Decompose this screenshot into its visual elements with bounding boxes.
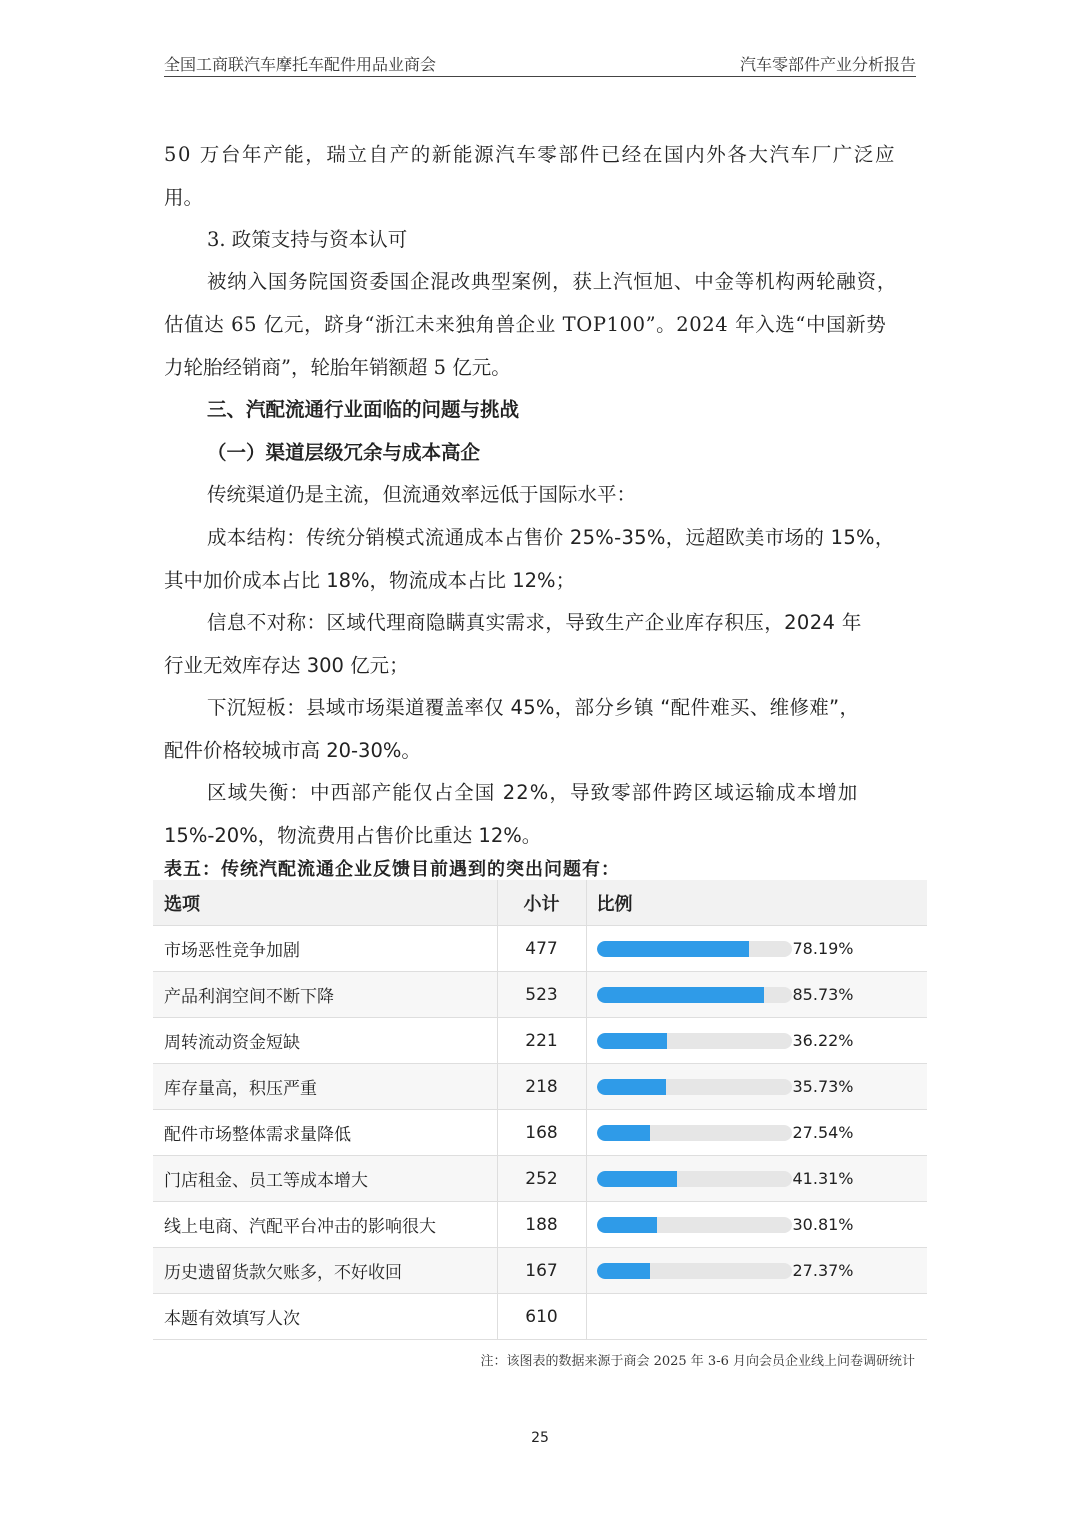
row-ratio — [586, 1156, 927, 1202]
row-option: 线上电商、汽配平台冲击的影响很大 — [153, 1202, 497, 1248]
row-option: 库存量高，积压严重 — [153, 1064, 497, 1110]
row-option: 门店租金、员工等成本增大 — [153, 1156, 497, 1202]
table-row — [153, 1018, 927, 1064]
paragraph-line: 传统渠道仍是主流，但流通效率远低于国际水平： — [207, 483, 637, 506]
issues-table — [153, 880, 927, 1340]
ratio-bar-fill — [597, 1125, 651, 1141]
ratio-bar-fill — [597, 1217, 657, 1233]
table-row — [153, 926, 927, 972]
subsection-heading: 3. 政策支持与资本认可 — [207, 228, 408, 251]
ratio-bar-track — [597, 987, 792, 1003]
table-header-row — [153, 880, 927, 926]
ratio-percent: 36.22% — [792, 1031, 854, 1050]
row-count: 218 — [497, 1064, 586, 1110]
row-count: 477 — [497, 926, 586, 972]
row-option: 历史遗留货款欠账多，不好收回 — [153, 1248, 497, 1294]
row-option: 市场恶性竞争加剧 — [153, 926, 497, 972]
table-row — [153, 972, 927, 1018]
ratio-bar-track — [597, 1033, 792, 1049]
row-count: 523 — [497, 972, 586, 1018]
ratio-bar-track — [597, 1125, 792, 1141]
row-option: 产品利润空间不断下降 — [153, 972, 497, 1018]
section-heading: 三、汽配流通行业面临的问题与挑战 — [207, 398, 520, 421]
paragraph-line: 力轮胎经销商”，轮胎年销额超 5 亿元。 — [164, 356, 511, 379]
source-note: 注：该图表的数据来源于商会 2025 年 3-6 月向会员企业线上问卷调研统计 — [480, 1354, 915, 1369]
row-count: 252 — [497, 1156, 586, 1202]
ratio-bar-track — [597, 1217, 792, 1233]
page-header-right: 汽车零部件产业分析报告 — [739, 55, 916, 74]
page-header-left: 全国工商联汽车摩托车配件用品业商会 — [164, 55, 437, 74]
table-row — [153, 1064, 927, 1110]
ratio-bar-fill — [597, 1079, 667, 1095]
ratio-bar-track — [597, 1171, 792, 1187]
header-count: 小计 — [497, 880, 586, 926]
row-ratio — [586, 1064, 927, 1110]
row-ratio — [586, 972, 927, 1018]
ratio-bar-fill — [597, 941, 749, 957]
ratio-percent: 85.73% — [792, 985, 854, 1004]
paragraph-line: 估值达 65 亿元，跻身“浙江未来独角兽企业 TOP100”。2024 年入选“中国新势 — [164, 313, 887, 336]
table-total-row — [153, 1294, 927, 1340]
paragraph-line: 配件价格较城市高 20-30%。 — [164, 739, 421, 762]
paragraph-line: 信息不对称：区域代理商隐瞒真实需求，导致生产企业库存积压，2024 年 — [207, 611, 862, 634]
row-count: 167 — [497, 1248, 586, 1294]
paragraph-line: 50 万台年产能，瑞立自产的新能源汽车零部件已经在国内外各大汽车厂广泛应 — [164, 143, 897, 166]
header-rule — [164, 76, 916, 77]
paragraph-line: 区域失衡：中西部产能仅占全国 22%，导致零部件跨区域运输成本增加 — [207, 781, 859, 804]
paragraph-line: 行业无效库存达 300 亿元； — [164, 654, 409, 677]
table-caption: 表五：传统汽配流通企业反馈目前遇到的突出问题有： — [164, 859, 620, 880]
header-option: 选项 — [153, 880, 497, 926]
ratio-percent: 41.31% — [792, 1169, 854, 1188]
row-count: 221 — [497, 1018, 586, 1064]
table-row — [153, 1202, 927, 1248]
row-ratio — [586, 1110, 927, 1156]
row-count: 188 — [497, 1202, 586, 1248]
paragraph-line: 15%-20%，物流费用占售价比重达 12%。 — [164, 824, 542, 847]
row-count: 168 — [497, 1110, 586, 1156]
ratio-bar-fill — [597, 1263, 650, 1279]
row-option: 周转流动资金短缺 — [153, 1018, 497, 1064]
ratio-percent: 27.54% — [792, 1123, 854, 1142]
total-label: 本题有效填写人次 — [153, 1294, 497, 1340]
paragraph-line: 成本结构：传统分销模式流通成本占售价 25%-35%，远超欧美市场的 15%， — [207, 526, 895, 549]
ratio-percent: 27.37% — [792, 1261, 854, 1280]
table-row — [153, 1156, 927, 1202]
header-ratio: 比例 — [586, 880, 927, 926]
paragraph-line: 下沉短板：县域市场渠道覆盖率仅 45%，部分乡镇 “配件难买、维修难”， — [207, 696, 860, 719]
ratio-bar-fill — [597, 987, 764, 1003]
ratio-percent: 35.73% — [792, 1077, 854, 1096]
subsection-heading: （一）渠道层级冗余与成本高企 — [207, 441, 481, 464]
paragraph-line: 其中加价成本占比 18%，物流成本占比 12%； — [164, 569, 576, 592]
paragraph-line: 被纳入国务院国资委国企混改典型案例，获上汽恒旭、中金等机构两轮融资， — [207, 270, 898, 293]
row-option: 配件市场整体需求量降低 — [153, 1110, 497, 1156]
ratio-percent: 78.19% — [792, 939, 854, 958]
ratio-bar-fill — [597, 1033, 668, 1049]
page-number: 25 — [531, 1430, 549, 1446]
ratio-bar-fill — [597, 1171, 678, 1187]
total-count: 610 — [497, 1294, 586, 1340]
ratio-percent: 30.81% — [792, 1215, 854, 1234]
ratio-bar-track — [597, 1079, 792, 1095]
row-ratio — [586, 926, 927, 972]
row-ratio — [586, 1248, 927, 1294]
ratio-bar-track — [597, 941, 792, 957]
total-ratio-empty — [586, 1294, 927, 1340]
row-ratio — [586, 1018, 927, 1064]
paragraph-line: 用。 — [164, 186, 204, 209]
row-ratio — [586, 1202, 927, 1248]
ratio-bar-track — [597, 1263, 792, 1279]
table-row — [153, 1110, 927, 1156]
table-row — [153, 1248, 927, 1294]
